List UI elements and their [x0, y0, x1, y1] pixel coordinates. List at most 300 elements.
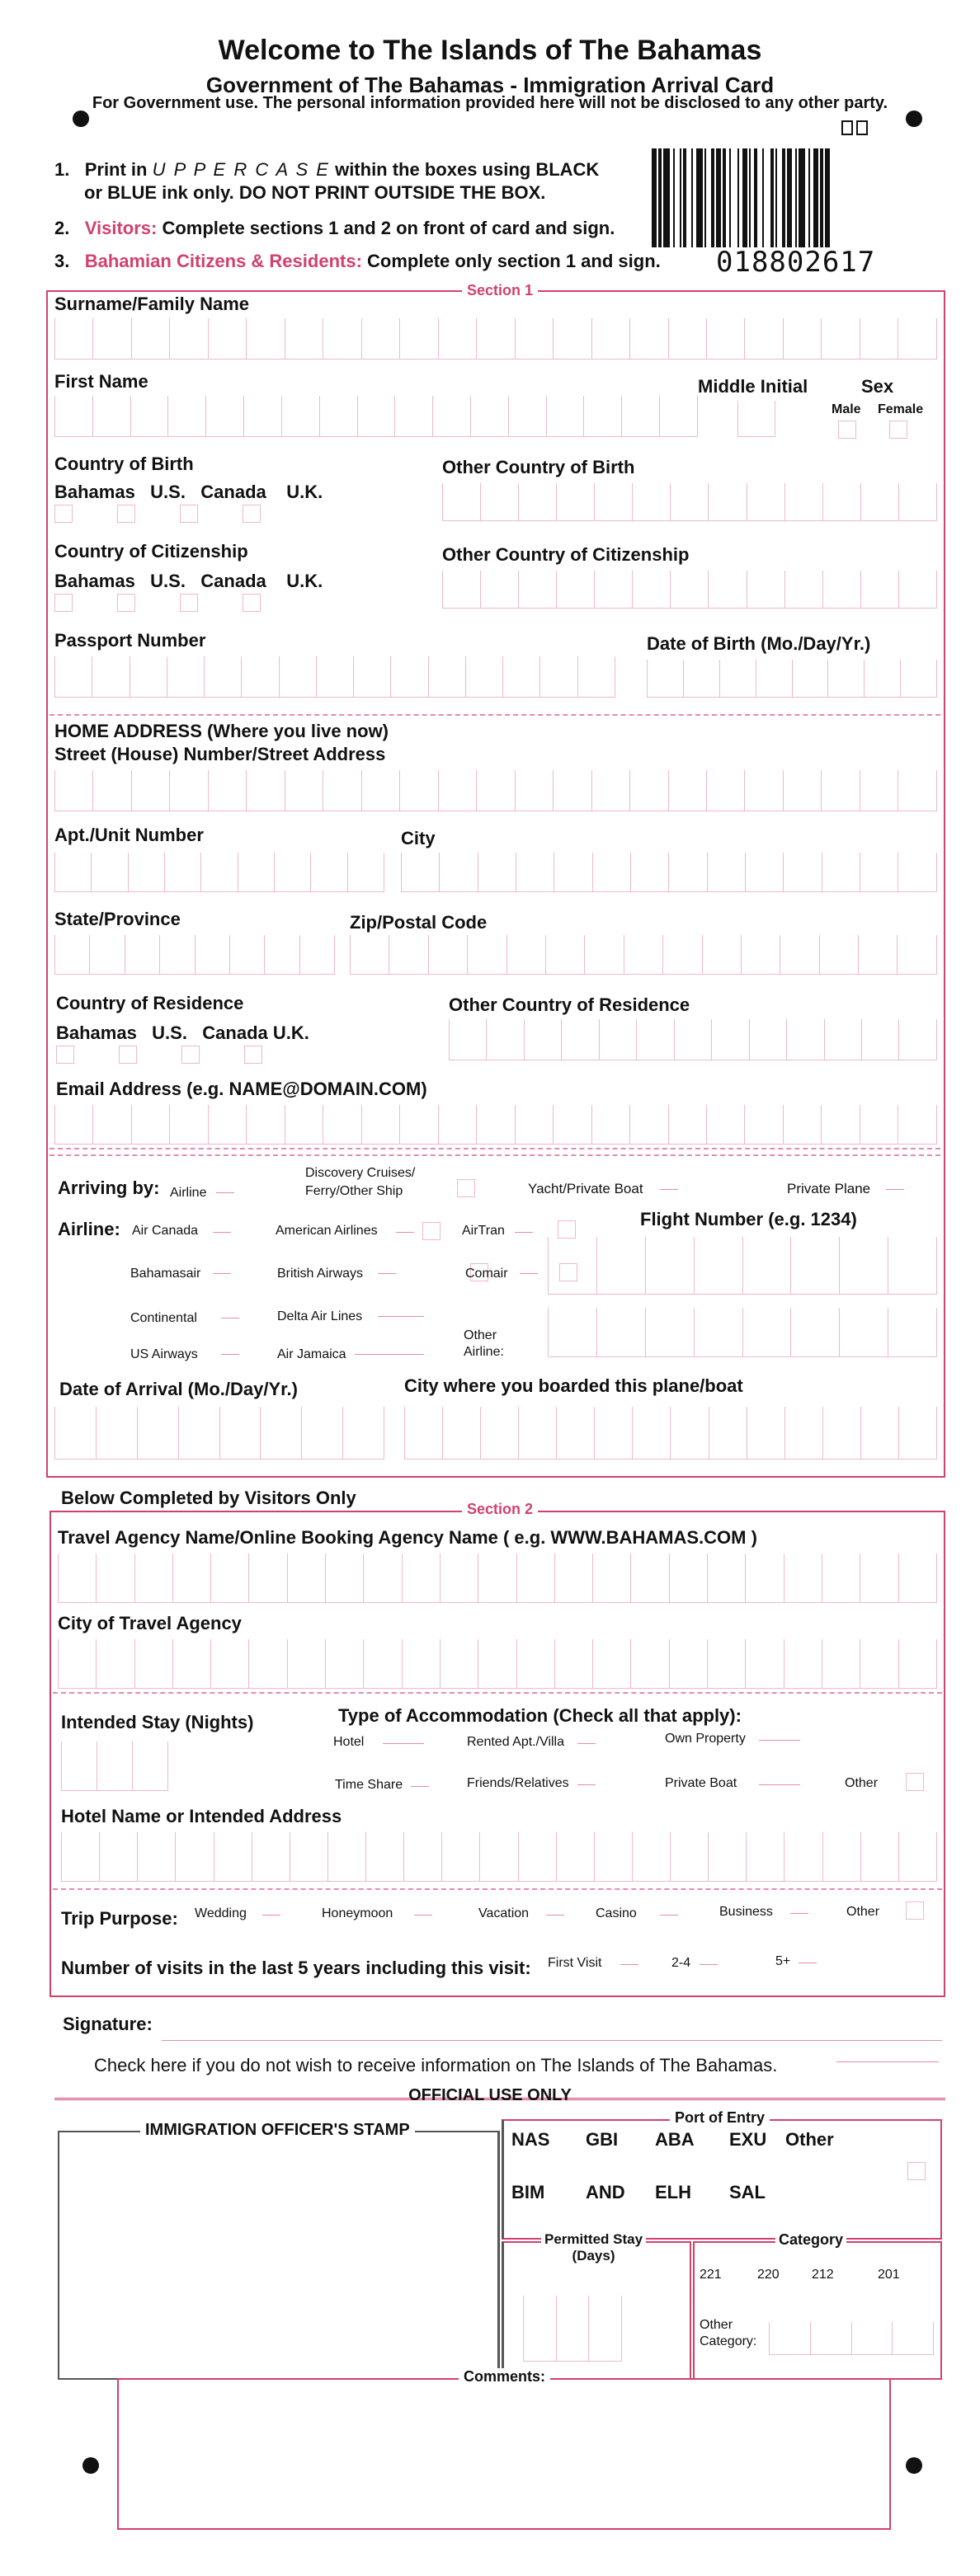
- own-property-checkbox[interactable]: [759, 1740, 800, 1741]
- char-box[interactable]: [481, 1407, 519, 1459]
- char-box[interactable]: [899, 1832, 937, 1881]
- char-box[interactable]: [592, 770, 630, 811]
- other-airline-input[interactable]: [548, 1308, 937, 1357]
- residence-checkboxes[interactable]: [56, 1046, 262, 1064]
- char-box[interactable]: [173, 1639, 211, 1688]
- char-box[interactable]: [395, 396, 433, 436]
- char-box[interactable]: [860, 318, 898, 359]
- char-box[interactable]: [92, 853, 128, 891]
- timeshare-checkbox[interactable]: [411, 1786, 429, 1787]
- char-box[interactable]: [244, 396, 282, 436]
- char-box[interactable]: [747, 483, 785, 520]
- char-box[interactable]: [362, 770, 400, 811]
- char-box[interactable]: [633, 1407, 671, 1459]
- char-box[interactable]: [860, 1639, 898, 1688]
- char-box[interactable]: [525, 1019, 562, 1060]
- char-box[interactable]: [595, 1832, 633, 1881]
- char-box[interactable]: [859, 935, 898, 974]
- american-checkbox[interactable]: [396, 1232, 414, 1233]
- char-box[interactable]: [852, 2322, 893, 2354]
- char-box[interactable]: [593, 1554, 631, 1602]
- char-box[interactable]: [441, 1639, 478, 1688]
- comments-box[interactable]: [117, 2378, 891, 2530]
- char-box[interactable]: [354, 656, 391, 697]
- char-box[interactable]: [238, 853, 275, 891]
- first-visit-checkbox[interactable]: [620, 1964, 638, 1965]
- char-box[interactable]: [822, 1639, 860, 1688]
- char-box[interactable]: [646, 1308, 695, 1356]
- char-box[interactable]: [747, 1407, 785, 1459]
- char-box[interactable]: [557, 2296, 590, 2361]
- char-box[interactable]: [275, 853, 311, 891]
- friends-checkbox[interactable]: [577, 1784, 596, 1785]
- char-box[interactable]: [403, 1639, 441, 1688]
- char-box[interactable]: [589, 2296, 622, 2361]
- char-box[interactable]: [592, 1105, 630, 1144]
- char-box[interactable]: [170, 318, 208, 359]
- char-box[interactable]: [745, 318, 783, 359]
- comair-checkbox[interactable]: [520, 1273, 538, 1274]
- char-box[interactable]: [899, 571, 937, 608]
- char-box[interactable]: [403, 1554, 441, 1602]
- char-box[interactable]: [746, 1554, 784, 1602]
- char-box[interactable]: [633, 1832, 671, 1881]
- char-box[interactable]: [899, 1019, 936, 1060]
- char-box[interactable]: [822, 770, 860, 811]
- char-box[interactable]: [509, 396, 547, 436]
- char-box[interactable]: [249, 1639, 287, 1688]
- char-box[interactable]: [517, 1639, 555, 1688]
- continental-checkbox[interactable]: [221, 1318, 239, 1319]
- port-and[interactable]: AND: [586, 2182, 625, 2202]
- char-box[interactable]: [59, 1554, 97, 1602]
- char-box[interactable]: [712, 1019, 749, 1060]
- char-box[interactable]: [709, 1832, 747, 1881]
- char-box[interactable]: [252, 1832, 290, 1881]
- char-box[interactable]: [209, 1105, 247, 1144]
- us-airways-checkbox[interactable]: [221, 1354, 239, 1355]
- char-box[interactable]: [899, 1407, 937, 1459]
- private-boat-checkbox[interactable]: [759, 1784, 800, 1785]
- char-box[interactable]: [519, 483, 557, 520]
- char-box[interactable]: [196, 935, 230, 974]
- char-box[interactable]: [595, 571, 633, 608]
- port-aba[interactable]: ABA: [655, 2129, 695, 2150]
- char-box[interactable]: [898, 770, 936, 811]
- char-box[interactable]: [630, 770, 668, 811]
- char-box[interactable]: [132, 318, 170, 359]
- char-box[interactable]: [756, 660, 793, 697]
- char-box[interactable]: [709, 1407, 747, 1459]
- flight-number-input[interactable]: [548, 1237, 937, 1295]
- char-box[interactable]: [97, 1554, 134, 1602]
- date-arrival-input[interactable]: [54, 1407, 384, 1460]
- char-box[interactable]: [364, 1639, 402, 1688]
- char-box[interactable]: [901, 660, 937, 697]
- char-box[interactable]: [93, 770, 131, 811]
- port-other-box[interactable]: [907, 2162, 926, 2180]
- char-box[interactable]: [637, 1019, 674, 1060]
- hotel-checkbox[interactable]: [383, 1743, 424, 1744]
- char-box[interactable]: [784, 318, 822, 359]
- char-box[interactable]: [439, 770, 477, 811]
- char-box[interactable]: [97, 1407, 138, 1459]
- char-box[interactable]: [745, 1105, 783, 1144]
- char-box[interactable]: [745, 770, 783, 811]
- char-box[interactable]: [743, 1308, 792, 1356]
- char-box[interactable]: [129, 853, 165, 891]
- char-box[interactable]: [898, 318, 936, 359]
- char-box[interactable]: [290, 1832, 328, 1881]
- char-box[interactable]: [343, 1407, 384, 1459]
- cruise-checkbox[interactable]: [457, 1179, 475, 1197]
- char-box[interactable]: [443, 1407, 481, 1459]
- char-box[interactable]: [205, 656, 242, 697]
- char-box[interactable]: [787, 1019, 824, 1060]
- char-box[interactable]: [669, 318, 707, 359]
- male-checkbox[interactable]: [838, 421, 856, 439]
- char-box[interactable]: [860, 770, 898, 811]
- char-box[interactable]: [624, 935, 663, 974]
- char-box[interactable]: [125, 935, 160, 974]
- char-box[interactable]: [785, 483, 823, 520]
- char-box[interactable]: [220, 1407, 261, 1459]
- char-box[interactable]: [326, 1554, 364, 1602]
- char-box[interactable]: [898, 1105, 936, 1144]
- char-box[interactable]: [743, 1237, 792, 1294]
- char-box[interactable]: [516, 853, 554, 891]
- char-box[interactable]: [364, 1554, 402, 1602]
- char-box[interactable]: [546, 935, 585, 974]
- char-box[interactable]: [323, 318, 361, 359]
- port-bim[interactable]: BIM: [511, 2182, 545, 2202]
- char-box[interactable]: [320, 396, 358, 436]
- char-box[interactable]: [55, 1105, 93, 1144]
- char-box[interactable]: [130, 656, 167, 697]
- optout-checkbox[interactable]: [836, 2061, 939, 2062]
- char-box[interactable]: [468, 935, 506, 974]
- char-box[interactable]: [585, 935, 624, 974]
- char-box[interactable]: [466, 656, 503, 697]
- char-box[interactable]: [487, 1019, 524, 1060]
- char-box[interactable]: [633, 483, 671, 520]
- char-box[interactable]: [168, 396, 206, 436]
- char-box[interactable]: [285, 770, 323, 811]
- char-box[interactable]: [282, 396, 320, 436]
- airtran-box[interactable]: [558, 1220, 576, 1239]
- char-box[interactable]: [746, 1639, 784, 1688]
- honeymoon-checkbox[interactable]: [414, 1915, 432, 1916]
- char-box[interactable]: [631, 1639, 669, 1688]
- char-box[interactable]: [791, 1237, 840, 1294]
- char-box[interactable]: [519, 1407, 557, 1459]
- char-box[interactable]: [55, 318, 93, 359]
- char-box[interactable]: [471, 396, 509, 436]
- casino-checkbox[interactable]: [660, 1915, 678, 1916]
- char-box[interactable]: [554, 770, 591, 811]
- char-box[interactable]: [597, 1308, 646, 1356]
- char-box[interactable]: [899, 483, 937, 520]
- char-box[interactable]: [747, 1832, 784, 1881]
- char-box[interactable]: [670, 1554, 708, 1602]
- travel-agency-input[interactable]: [58, 1554, 937, 1603]
- char-box[interactable]: [660, 396, 698, 436]
- char-box[interactable]: [738, 401, 775, 436]
- char-box[interactable]: [450, 1019, 487, 1060]
- char-box[interactable]: [893, 2322, 934, 2354]
- char-box[interactable]: [323, 1105, 361, 1144]
- char-box[interactable]: [173, 1554, 211, 1602]
- char-box[interactable]: [230, 935, 265, 974]
- hotel-name-input[interactable]: [61, 1832, 937, 1882]
- char-box[interactable]: [90, 935, 125, 974]
- char-box[interactable]: [669, 770, 707, 811]
- email-input[interactable]: [54, 1105, 937, 1145]
- char-box[interactable]: [822, 1105, 860, 1144]
- char-box[interactable]: [135, 1554, 173, 1602]
- char-box[interactable]: [429, 935, 468, 974]
- char-box[interactable]: [547, 396, 585, 436]
- char-box[interactable]: [62, 1742, 97, 1790]
- char-box[interactable]: [285, 1105, 323, 1144]
- char-box[interactable]: [97, 1639, 134, 1688]
- char-box[interactable]: [59, 1639, 97, 1688]
- char-box[interactable]: [593, 853, 631, 891]
- char-box[interactable]: [820, 935, 859, 974]
- airtran-checkbox[interactable]: [515, 1232, 533, 1233]
- char-box[interactable]: [822, 853, 860, 891]
- wedding-checkbox[interactable]: [262, 1915, 280, 1916]
- char-box[interactable]: [439, 318, 477, 359]
- char-box[interactable]: [165, 853, 201, 891]
- char-box[interactable]: [443, 571, 481, 608]
- char-box[interactable]: [825, 1019, 862, 1060]
- yacht-checkbox[interactable]: [660, 1189, 678, 1190]
- char-box[interactable]: [362, 318, 400, 359]
- char-box[interactable]: [540, 656, 577, 697]
- char-box[interactable]: [785, 571, 823, 608]
- char-box[interactable]: [557, 1832, 595, 1881]
- char-box[interactable]: [793, 660, 829, 697]
- char-box[interactable]: [823, 1407, 861, 1459]
- char-box[interactable]: [179, 1407, 220, 1459]
- char-box[interactable]: [519, 571, 557, 608]
- char-box[interactable]: [55, 853, 92, 891]
- char-box[interactable]: [557, 483, 595, 520]
- char-box[interactable]: [707, 1105, 745, 1144]
- char-box[interactable]: [211, 1554, 249, 1602]
- char-box[interactable]: [328, 1832, 366, 1881]
- char-box[interactable]: [888, 1308, 937, 1356]
- char-box[interactable]: [669, 853, 707, 891]
- char-box[interactable]: [663, 935, 702, 974]
- american-box[interactable]: [422, 1222, 441, 1240]
- char-box[interactable]: [441, 1554, 478, 1602]
- two-four-checkbox[interactable]: [700, 1964, 718, 1965]
- char-box[interactable]: [708, 853, 746, 891]
- char-box[interactable]: [358, 396, 396, 436]
- other-acc-checkbox[interactable]: [906, 1773, 924, 1791]
- char-box[interactable]: [811, 2322, 852, 2354]
- char-box[interactable]: [405, 1407, 443, 1459]
- char-box[interactable]: [288, 1639, 326, 1688]
- char-box[interactable]: [823, 1832, 861, 1881]
- char-box[interactable]: [822, 1554, 860, 1602]
- char-box[interactable]: [861, 1832, 899, 1881]
- char-box[interactable]: [201, 853, 238, 891]
- char-box[interactable]: [261, 1407, 302, 1459]
- category-221[interactable]: 221: [700, 2268, 722, 2282]
- char-box[interactable]: [784, 1554, 822, 1602]
- char-box[interactable]: [671, 571, 709, 608]
- char-box[interactable]: [351, 935, 389, 974]
- port-exu[interactable]: EXU: [729, 2129, 767, 2150]
- char-box[interactable]: [55, 1407, 97, 1459]
- char-box[interactable]: [211, 1639, 249, 1688]
- char-box[interactable]: [861, 1407, 899, 1459]
- vacation-checkbox[interactable]: [546, 1915, 564, 1916]
- char-box[interactable]: [402, 853, 440, 891]
- char-box[interactable]: [92, 656, 130, 697]
- char-box[interactable]: [323, 770, 361, 811]
- british-checkbox[interactable]: [378, 1273, 396, 1274]
- char-box[interactable]: [784, 1639, 822, 1688]
- char-box[interactable]: [317, 656, 354, 697]
- char-box[interactable]: [439, 1105, 477, 1144]
- char-box[interactable]: [684, 660, 720, 697]
- char-box[interactable]: [555, 1639, 593, 1688]
- first-name-input[interactable]: [54, 396, 698, 437]
- char-box[interactable]: [631, 1554, 669, 1602]
- char-box[interactable]: [478, 1639, 516, 1688]
- char-box[interactable]: [784, 770, 822, 811]
- char-box[interactable]: [206, 396, 244, 436]
- char-box[interactable]: [478, 1554, 516, 1602]
- char-box[interactable]: [861, 571, 899, 608]
- char-box[interactable]: [709, 483, 747, 520]
- permitted-stay-input[interactable]: [523, 2296, 622, 2362]
- surname-input[interactable]: [54, 318, 937, 360]
- char-box[interactable]: [429, 656, 466, 697]
- char-box[interactable]: [671, 483, 709, 520]
- business-checkbox[interactable]: [790, 1913, 808, 1914]
- char-box[interactable]: [442, 1832, 480, 1881]
- char-box[interactable]: [55, 396, 93, 436]
- char-box[interactable]: [784, 853, 822, 891]
- char-box[interactable]: [780, 935, 819, 974]
- char-box[interactable]: [93, 396, 131, 436]
- char-box[interactable]: [709, 571, 747, 608]
- char-box[interactable]: [828, 660, 865, 697]
- char-box[interactable]: [366, 1832, 404, 1881]
- other-category-input[interactable]: [769, 2322, 934, 2355]
- char-box[interactable]: [630, 318, 668, 359]
- apt-input[interactable]: [54, 853, 384, 892]
- char-box[interactable]: [557, 571, 595, 608]
- char-box[interactable]: [302, 1407, 343, 1459]
- char-box[interactable]: [860, 853, 898, 891]
- char-box[interactable]: [703, 935, 742, 974]
- char-box[interactable]: [707, 318, 745, 359]
- char-box[interactable]: [899, 1554, 937, 1602]
- dob-input[interactable]: [647, 660, 937, 698]
- zip-input[interactable]: [350, 935, 937, 975]
- char-box[interactable]: [557, 1407, 595, 1459]
- char-box[interactable]: [747, 571, 785, 608]
- char-box[interactable]: [549, 1308, 597, 1356]
- char-box[interactable]: [209, 318, 247, 359]
- delta-checkbox[interactable]: [378, 1316, 424, 1317]
- char-box[interactable]: [671, 1407, 709, 1459]
- char-box[interactable]: [669, 1105, 707, 1144]
- other-country-birth-input[interactable]: [442, 483, 937, 521]
- char-box[interactable]: [708, 1554, 746, 1602]
- char-box[interactable]: [695, 1308, 743, 1356]
- char-box[interactable]: [823, 483, 861, 520]
- char-box[interactable]: [888, 1237, 937, 1294]
- char-box[interactable]: [55, 656, 92, 697]
- state-input[interactable]: [54, 935, 335, 975]
- char-box[interactable]: [646, 1237, 695, 1294]
- char-box[interactable]: [133, 1742, 168, 1790]
- char-box[interactable]: [555, 1554, 593, 1602]
- char-box[interactable]: [400, 770, 438, 811]
- char-box[interactable]: [93, 1105, 131, 1144]
- char-box[interactable]: [477, 770, 515, 811]
- char-box[interactable]: [389, 935, 428, 974]
- other-purpose-checkbox[interactable]: [906, 1901, 924, 1920]
- char-box[interactable]: [784, 1105, 822, 1144]
- char-box[interactable]: [478, 853, 516, 891]
- city-agency-input[interactable]: [58, 1639, 937, 1689]
- char-box[interactable]: [630, 1105, 668, 1144]
- plane-checkbox[interactable]: [886, 1189, 904, 1190]
- char-box[interactable]: [622, 396, 660, 436]
- char-box[interactable]: [708, 1639, 746, 1688]
- char-box[interactable]: [433, 396, 471, 436]
- char-box[interactable]: [862, 1019, 899, 1060]
- char-box[interactable]: [516, 1105, 554, 1144]
- char-box[interactable]: [242, 656, 279, 697]
- signature-line[interactable]: [162, 2040, 942, 2041]
- char-box[interactable]: [247, 318, 285, 359]
- check-boxes-small[interactable]: [841, 120, 868, 135]
- char-box[interactable]: [785, 1407, 823, 1459]
- char-box[interactable]: [288, 1554, 326, 1602]
- char-box[interactable]: [899, 1639, 937, 1688]
- char-box[interactable]: [524, 2296, 557, 2361]
- char-box[interactable]: [860, 1554, 898, 1602]
- city-boarded-input[interactable]: [404, 1407, 937, 1460]
- char-box[interactable]: [443, 483, 481, 520]
- category-201[interactable]: 201: [878, 2268, 900, 2282]
- passport-input[interactable]: [54, 656, 615, 698]
- char-box[interactable]: [549, 1237, 597, 1294]
- char-box[interactable]: [746, 853, 784, 891]
- char-box[interactable]: [97, 1742, 133, 1790]
- airline-checkbox[interactable]: [216, 1192, 234, 1193]
- char-box[interactable]: [100, 1832, 138, 1881]
- char-box[interactable]: [481, 483, 519, 520]
- port-elh[interactable]: ELH: [655, 2182, 691, 2202]
- char-box[interactable]: [311, 853, 347, 891]
- char-box[interactable]: [742, 935, 780, 974]
- char-box[interactable]: [135, 1639, 173, 1688]
- char-box[interactable]: [55, 770, 93, 811]
- char-box[interactable]: [519, 1832, 557, 1881]
- char-box[interactable]: [480, 1832, 518, 1881]
- char-box[interactable]: [132, 770, 170, 811]
